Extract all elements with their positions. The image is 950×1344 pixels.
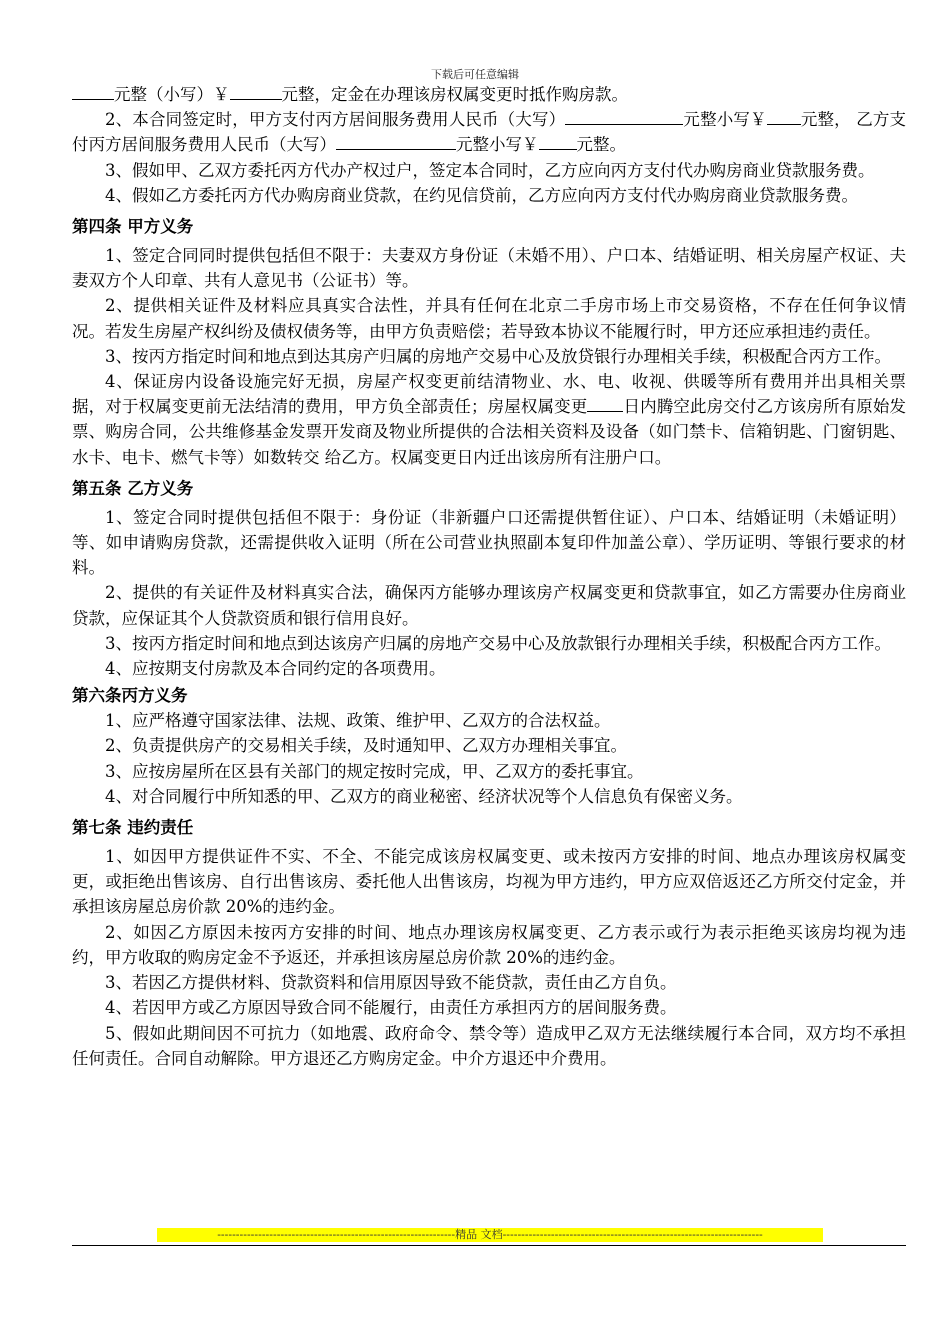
section-heading-article-7: 第七条 违约责任 — [72, 818, 194, 838]
footer-watermark-band: ----------------------------------------------------------------精品 文档---------------------------------------------------------------------- — [157, 1228, 823, 1242]
paragraph: 3、应按房屋所在区县有关部门的规定按时完成，甲、乙双方的委托事宜。 — [105, 761, 644, 781]
blank-field — [539, 134, 577, 150]
paragraph: 1、签定合同同时提供包括但不限于：夫妻双方身份证（未婚不用）、户口本、结婚证明、相关房屋产权证、夫妻双方个人印章、共有人意见书（公证书）等。 — [72, 246, 906, 291]
paragraph-service-fee: 2、本合同签定时，甲方支付丙方居间服务费用人民币（大写） 元整小写￥ 元整， 乙方支付丙方居间服务费用人民币（大写） 元整小写￥ 元整。 — [72, 110, 907, 155]
paragraph: 5、假如此期间因不可抗力（如地震、政府命令、禁令等）造成甲乙双方无法继续履行本合同，双方均不承担任何责任。合同自动解除。甲方退还乙方购房定金。中介方退还中介费用。 — [72, 1023, 906, 1068]
paragraph: 2、如因乙方原因未按丙方安排的时间、地点办理该房权属变更、乙方表示或行为表示拒绝买该房均视为违约，甲方收取的购房定金不予返还，并承担该房屋总房价款 20%的违约金。 — [72, 922, 906, 967]
paragraph: 4、应按期支付房款及本合同约定的各项费用。 — [105, 659, 446, 679]
paragraph: 2、负责提供房产的交易相关手续，及时通知甲、乙双方办理相关事宜。 — [105, 736, 627, 756]
paragraph: 2、提供的有关证件及材料真实合法，确保丙方能够办理该房产权属变更和贷款事宜，如乙方需要办住房商业贷款，应保证其个人贷款资质和银行信用良好。 — [72, 583, 906, 628]
blank-field — [230, 84, 282, 100]
paragraph: 4、假如乙方委托丙方代办购房商业贷款，在约见信贷前，乙方应向丙方支付代办购房商业贷款服务费。 — [105, 185, 858, 205]
paragraph: 1、应严格遵守国家法律、法规、政策、维护甲、乙双方的合法权益。 — [105, 711, 611, 731]
blank-field — [72, 84, 114, 100]
section-heading-article-5: 第五条 乙方义务 — [72, 478, 194, 498]
blank-field — [565, 109, 683, 125]
section-heading-article-4: 第四条 甲方义务 — [72, 217, 194, 237]
blank-field — [767, 109, 801, 125]
paragraph: 4、保证房内设备设施完好无损，房屋产权变更前结清物业、水、电、收视、供暖等所有费用并出具相关票据，对于权属变更前无法结清的费用，甲方负全部责任；房屋权属变更 日内腾空此房交付乙方该房所有原始发票、购房合同，公共维修基金发票开发商及物业所提供的合法相关资料及设备（如门禁卡、信箱钥匙、门窗钥匙、水卡、电卡、燃气卡等）如数转交 给乙方。权属变更日内迁出该房所有注册户口。 — [72, 372, 906, 467]
document-body — [72, 82, 906, 1071]
paragraph: 4、对合同履行中所知悉的甲、乙双方的商业秘密、经济状况等个人信息负有保密义务。 — [105, 786, 743, 806]
paragraph: 3、按丙方指定时间和地点到达其房产归属的房地产交易中心及放贷银行办理相关手续，积极配合丙方工作。 — [105, 346, 891, 366]
section-heading-article-6: 第六条丙方义务 — [72, 686, 188, 706]
paragraph: 3、假如甲、乙双方委托丙方代办产权过户，签定本合同时，乙方应向丙方支付代办购房商业贷款服务费。 — [105, 160, 875, 180]
paragraph: 1、如因甲方提供证件不实、不全、不能完成该房权属变更、或未按丙方安排的时间、地点办理该房权属变更，或拒绝出售该房、自行出售该房、委托他人出售该房，均视为甲方违约，甲方应双倍返还乙方所交付定金，并承担该房屋总房价款 20%的违约金。 — [72, 847, 906, 917]
paragraph: 2、提供相关证件及材料应具真实合法性，并具有任何在北京二手房市场上市交易资格，不存在任何争议情况。若发生房屋产权纠纷及债权债务等，由甲方负责赔偿；若导致本协议不能履行时，甲方还应承担违约责任。 — [72, 296, 906, 341]
header-note: 下载后可任意编辑 — [431, 68, 519, 81]
paragraph-deposit-amount: 元整（小写）￥ 元整，定金在办理该房权属变更时抵作购房款。 — [72, 82, 906, 107]
blank-field — [336, 134, 456, 150]
footer-divider — [72, 1245, 906, 1246]
blank-field — [587, 396, 623, 412]
paragraph: 3、若因乙方提供材料、贷款资料和信用原因导致不能贷款，责任由乙方自负。 — [105, 973, 677, 993]
paragraph: 4、若因甲方或乙方原因导致合同不能履行，由责任方承担丙方的居间服务费。 — [105, 998, 677, 1018]
paragraph: 1、签定合同时提供包括但不限于：身份证（非新疆户口还需提供暂住证）、户口本、结婚证明（未婚证明）等、如申请购房贷款，还需提供收入证明（所在公司营业执照副本复印件加盖公章）、学历证明、等银行要求的材料。 — [72, 507, 906, 578]
paragraph: 3、按丙方指定时间和地点到达该房产归属的房地产交易中心及放款银行办理相关手续，积极配合丙方工作。 — [105, 633, 891, 653]
